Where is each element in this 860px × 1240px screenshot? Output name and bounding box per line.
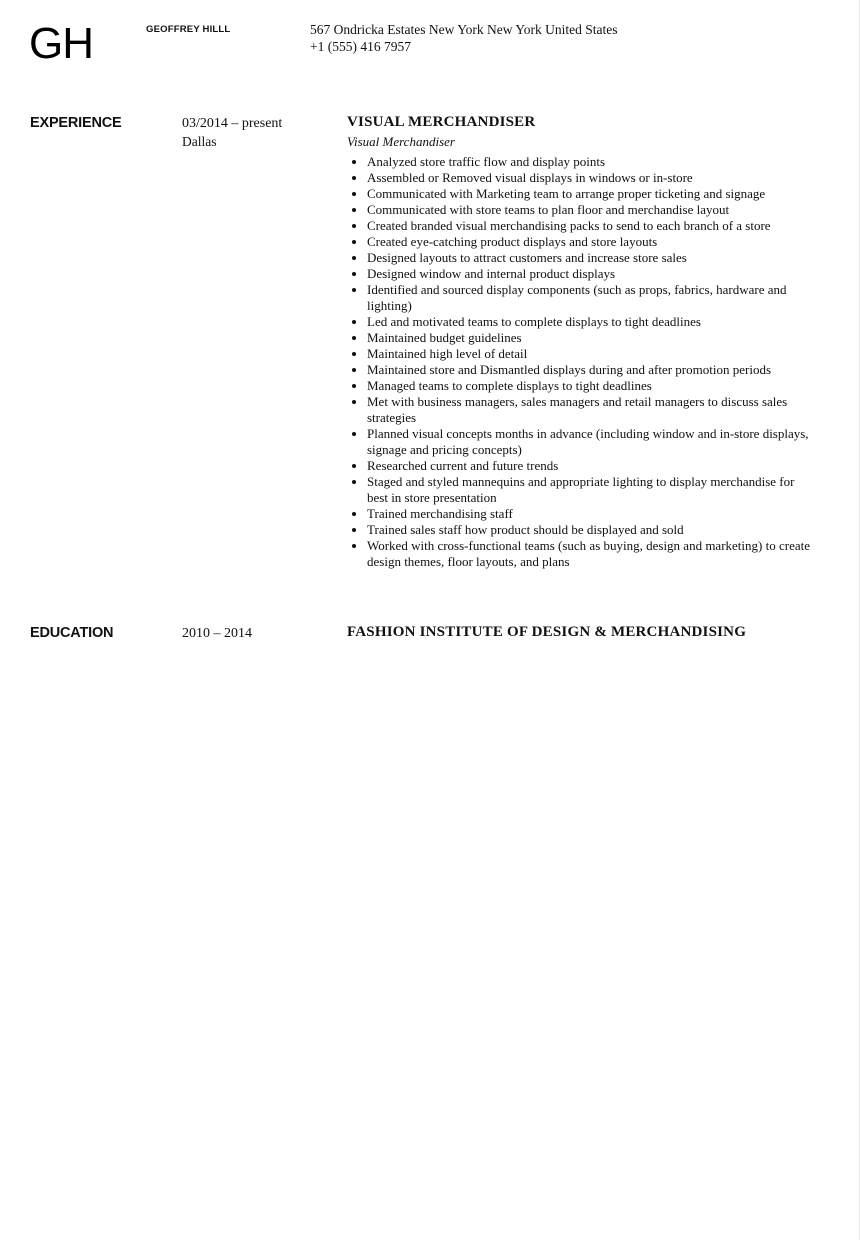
phone: +1 (555) 416 7957 bbox=[310, 39, 411, 54]
list-item: Trained sales staff how product should be displayed and sold bbox=[347, 522, 817, 538]
list-item: Trained merchandising staff bbox=[347, 506, 817, 522]
experience-dates: 03/2014 – present bbox=[182, 116, 283, 131]
job-title: VISUAL MERCHANDISER bbox=[347, 114, 536, 130]
list-item: Led and motivated teams to complete displays to tight deadlines bbox=[347, 314, 817, 330]
list-item: Assembled or Removed visual displays in windows or in-store bbox=[347, 170, 817, 186]
list-item: Maintained store and Dismantled displays during and after promotion periods bbox=[347, 362, 817, 378]
list-item: Analyzed store traffic flow and display points bbox=[347, 154, 817, 170]
list-item: Managed teams to complete displays to tight deadlines bbox=[347, 378, 817, 394]
experience-heading: EXPERIENCE bbox=[30, 115, 122, 131]
list-item: Identified and sourced display components (such as props, fabrics, hardware and lighting) bbox=[347, 282, 817, 314]
list-item: Designed layouts to attract customers and increase store sales bbox=[347, 250, 817, 266]
list-item: Staged and styled mannequins and appropriate lighting to display merchandise for best in store presentation bbox=[347, 474, 817, 506]
monogram: GH bbox=[29, 19, 93, 68]
list-item: Maintained budget guidelines bbox=[347, 330, 817, 346]
school-name: FASHION INSTITUTE OF DESIGN & MERCHANDISING bbox=[347, 624, 747, 640]
address: 567 Ondricka Estates New York New York United States bbox=[310, 22, 618, 37]
list-item: Maintained high level of detail bbox=[347, 346, 817, 362]
list-item: Created eye-catching product displays and store layouts bbox=[347, 234, 817, 250]
job-subtitle: Visual Merchandiser bbox=[347, 134, 455, 149]
list-item: Created branded visual merchandising packs to send to each branch of a store bbox=[347, 218, 817, 234]
list-item: Met with business managers, sales managers and retail managers to discuss sales strategies bbox=[347, 394, 817, 426]
list-item: Planned visual concepts months in advance (including window and in-store displays, signage and pricing concepts) bbox=[347, 426, 817, 458]
list-item: Communicated with store teams to plan floor and merchandise layout bbox=[347, 202, 817, 218]
responsibilities-list bbox=[347, 154, 817, 570]
list-item: Communicated with Marketing team to arrange proper ticketing and signage bbox=[347, 186, 817, 202]
experience-location: Dallas bbox=[182, 134, 217, 149]
education-dates: 2010 – 2014 bbox=[182, 626, 252, 641]
education-heading: EDUCATION bbox=[30, 625, 114, 641]
list-item: Designed window and internal product displays bbox=[347, 266, 817, 282]
list-item: Researched current and future trends bbox=[347, 458, 817, 474]
list-item: Worked with cross-functional teams (such as buying, design and marketing) to create design themes, floor layouts, and plans bbox=[347, 538, 817, 570]
full-name: GEOFFREY HILLL bbox=[146, 24, 231, 35]
contact-block bbox=[310, 21, 617, 55]
